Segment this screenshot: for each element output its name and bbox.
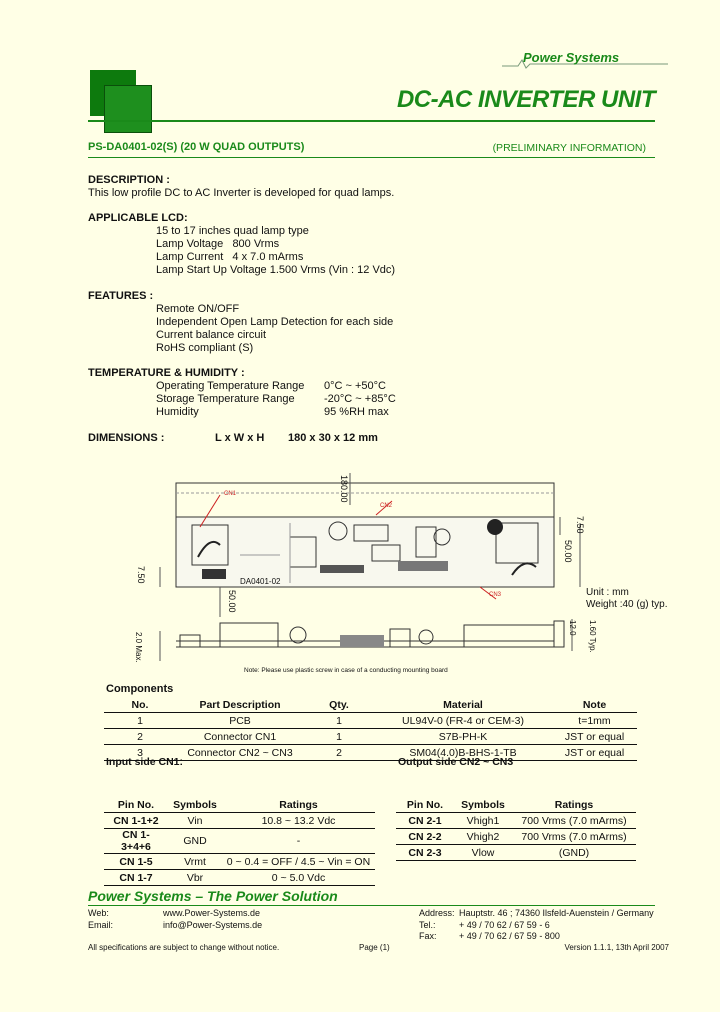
drawing-note: Note: Please use plastic screw in case of a conducting mounting board: [244, 667, 448, 674]
table-row: CN 1-5 Vrmt 0 ~ 0.4 = OFF / 4.5 ~ Vin = ON: [104, 854, 375, 870]
cn1-label: CN1: [224, 491, 237, 497]
model-name: PS-DA0401-02(S) (20 W QUAD OUTPUTS): [88, 141, 305, 153]
col-header: Pin No.: [104, 797, 168, 813]
env-value: -20°C ~ +85°C: [324, 393, 396, 405]
table-row: 2 Connector CN1 1 S7B-PH-K JST or equal: [104, 729, 637, 745]
output-side-table: [396, 797, 636, 861]
dim-height: 12.0: [568, 620, 577, 636]
email-link[interactable]: info@Power-Systems.de: [163, 920, 263, 930]
lcd-line: Lamp Start Up Voltage 1.500 Vrms (Vin : 12 Vdc): [156, 264, 396, 276]
dim-right-small: 7.50: [575, 516, 585, 534]
tel-label: Tel.:: [419, 920, 436, 930]
col-header: Part Description: [176, 697, 304, 713]
email-label: Email:: [88, 920, 114, 930]
lcd-line: Lamp Voltage 800 Vrms: [156, 238, 280, 250]
table-header-row: [104, 797, 375, 813]
input-side-heading: Input side CN1:: [106, 756, 184, 768]
table-row: 3 Connector CN2 ~ CN3 2 SM04(4.0)B-BHS-1-TB JST or equal: [104, 745, 637, 761]
table-row: CN 2-3 Vlow (GND): [396, 845, 636, 861]
dim-length: 180.00: [339, 475, 349, 503]
fax-value: + 49 / 70 62 / 67 59 - 800: [459, 931, 560, 941]
env-label: Storage Temperature Range: [156, 393, 295, 405]
env-value: 95 %RH max: [324, 406, 389, 418]
col-header: Note: [552, 697, 637, 713]
features-heading: FEATURES :: [88, 290, 154, 302]
col-header: Ratings: [512, 797, 636, 813]
address-value: Hauptstr. 46 ; 74360 Ilsfeld-Auenstein / Germany: [459, 908, 654, 918]
dim-left-small: 7.50: [136, 566, 146, 584]
col-header: Ratings: [222, 797, 375, 813]
components-heading: Components: [106, 683, 174, 695]
lcd-line: Lamp Current 4 x 7.0 mArms: [156, 251, 304, 263]
footer-rule: [88, 905, 655, 906]
dim-right-width: 50.00: [563, 540, 573, 563]
board-drawing: [140, 465, 610, 680]
address-label: Address:: [419, 908, 455, 918]
col-header: Symbols: [454, 797, 512, 813]
brand-name: Power Systems: [523, 50, 620, 65]
table-row: CN 1-7 Vbr 0 ~ 5.0 Vdc: [104, 870, 375, 886]
footer-slogan: Power Systems – The Power Solution: [88, 888, 338, 904]
description-text: This low profile DC to AC Inverter is developed for quad lamps.: [88, 187, 395, 199]
dim-pcb-thickness: 1.60 Typ.: [588, 620, 597, 653]
table-row: CN 2-2 Vhigh2 700 Vrms (7.0 mArms): [396, 829, 636, 845]
web-label: Web:: [88, 908, 109, 918]
tel-value: + 49 / 70 62 / 67 59 - 6: [459, 920, 550, 930]
col-header: No.: [104, 697, 176, 713]
feature-item: RoHS compliant (S): [156, 342, 254, 354]
logo-mark: [487, 519, 503, 535]
dimensions-heading: DIMENSIONS :: [88, 432, 165, 444]
dimensions-axes: L x W x H: [215, 432, 265, 444]
env-label: Operating Temperature Range: [156, 380, 305, 392]
environment-heading: TEMPERATURE & HUMIDITY :: [88, 367, 245, 379]
lcd-heading: APPLICABLE LCD:: [88, 212, 188, 224]
page-number: Page (1): [359, 943, 390, 952]
table-row: CN 1-3+4+6 GND -: [104, 829, 375, 854]
weight-label: Weight :40 (g) typ.: [586, 599, 668, 610]
lcd-line: 15 to 17 inches quad lamp type: [156, 225, 309, 237]
status-note: (PRELIMINARY INFORMATION): [492, 142, 646, 154]
table-row: CN 2-1 Vhigh1 700 Vrms (7.0 mArms): [396, 813, 636, 829]
unit-label: Unit : mm: [586, 587, 629, 598]
col-header: Material: [374, 697, 552, 713]
description-heading: DESCRIPTION :: [88, 174, 170, 186]
web-link[interactable]: www.Power-Systems.de: [163, 908, 261, 918]
col-header: Pin No.: [396, 797, 454, 813]
env-value: 0°C ~ +50°C: [324, 380, 386, 392]
components-table: [104, 697, 637, 761]
fax-label: Fax:: [419, 931, 437, 941]
table-header-row: [104, 697, 637, 713]
dimensions-value: 180 x 30 x 12 mm: [288, 432, 378, 444]
board-label: DA0401-02: [240, 577, 281, 586]
dim-height-max: 2.0 Max.: [134, 632, 143, 663]
table-row: CN 1-1+2 Vin 10.8 ~ 13.2 Vdc: [104, 813, 375, 829]
table-row: 1 PCB 1 UL94V-0 (FR-4 or CEM-3) t=1mm: [104, 713, 637, 729]
page-title: DC-AC INVERTER UNIT: [396, 86, 655, 113]
cn3-label: CN3: [489, 592, 502, 598]
col-header: Symbols: [168, 797, 222, 813]
feature-item: Remote ON/OFF: [156, 303, 240, 315]
col-header: Qty.: [304, 697, 374, 713]
cn2-label: CN2: [380, 503, 393, 509]
feature-item: Current balance circuit: [156, 329, 267, 341]
header-rule: [88, 120, 655, 122]
version: Version 1.1.1, 13th April 2007: [564, 943, 669, 952]
feature-item: Independent Open Lamp Detection for each side: [156, 316, 394, 328]
subheader-rule: [88, 157, 655, 158]
logo-square-front: [104, 85, 152, 133]
dim-left-width: 50.00: [227, 590, 237, 613]
output-side-heading: Output side CN2 ~ CN3: [398, 756, 514, 768]
disclaimer: All specifications are subject to change without notice.: [88, 943, 280, 952]
input-side-table: [104, 797, 375, 886]
env-label: Humidity: [156, 406, 199, 418]
table-header-row: [396, 797, 636, 813]
